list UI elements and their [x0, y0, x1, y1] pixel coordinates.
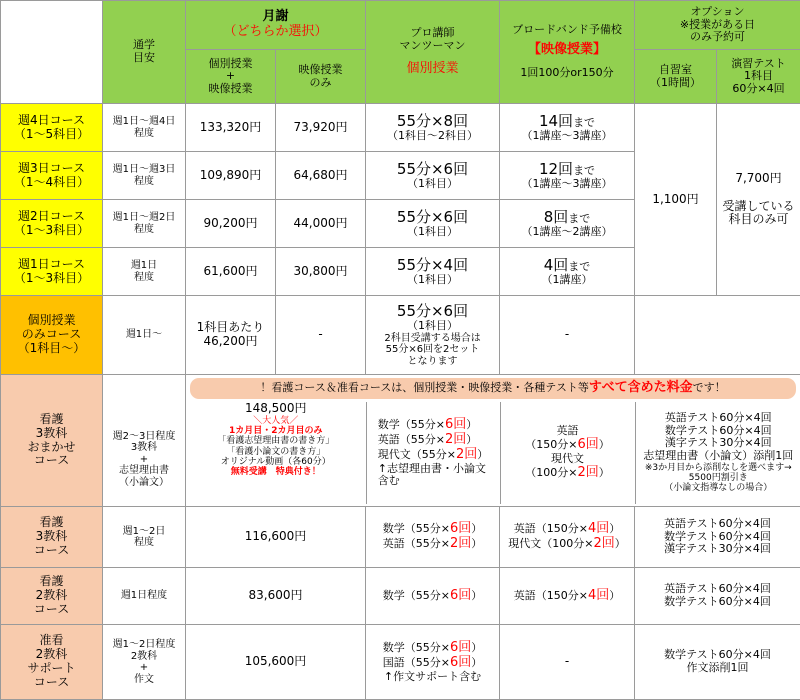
- bb-unit: まで: [568, 260, 590, 273]
- pro-cell: 数学（55分×6回） 英語（55分×2回） 現代文（55分×2回） ↑志望理由書・小論文 含む: [366, 402, 500, 504]
- table-row: [1, 568, 800, 625]
- pro-cell: [366, 200, 500, 248]
- broadband-cell: 英語（150分×4回）: [500, 568, 635, 625]
- header-tuition-title: 月謝: [187, 10, 364, 25]
- option-note-2: （小論文指導なしの場合）: [637, 483, 800, 493]
- course-name: 個別授業 のみコース （1科目～）: [1, 296, 103, 375]
- pro-sub: （1科目）: [367, 226, 498, 239]
- option-note: ※3か月目から添削なしを選べます→ 5500円割引き: [637, 463, 800, 484]
- price: 148,500円: [187, 402, 365, 416]
- table-row: [1, 375, 800, 507]
- commute-cell: 週1日～週3日 程度: [103, 152, 186, 200]
- commute-cell: 週1日程度: [103, 568, 186, 625]
- price-video: 64,680円: [276, 152, 366, 200]
- video-title-2: 「看護小論文の書き方」: [187, 447, 365, 457]
- option-ensyu-price: 7,700円: [718, 172, 799, 186]
- pro-cell: [366, 104, 500, 152]
- price: 83,600円: [186, 568, 366, 625]
- header-broadband: [500, 1, 635, 104]
- bb-unit: まで: [568, 212, 590, 225]
- kango3-omakase-content: [186, 375, 800, 507]
- header-pro-title: プロ講師 マンツーマン: [367, 27, 498, 52]
- broadband-cell: 英語 （150分×6回） 現代文 （100分×2回）: [500, 402, 635, 504]
- header-pro: [366, 1, 500, 104]
- commute-cell: 週1日 程度: [103, 248, 186, 296]
- course-name: 准看 2教科 サポート コース: [1, 625, 103, 700]
- price-both: 61,600円: [186, 248, 276, 296]
- pro-sub: （1科目）: [367, 178, 498, 191]
- header-commute: 通学 目安: [103, 1, 186, 104]
- header-col-video: 映像授業 のみ: [276, 50, 366, 104]
- price: 116,600円: [186, 507, 366, 568]
- commute-cell: 週1～2日 程度: [103, 507, 186, 568]
- course-name: 週2日コース （1～3科目）: [1, 200, 103, 248]
- header-tuition-sub: （どちらか選択）: [187, 25, 364, 40]
- option-cell: 英語テスト60分×4回 数学テスト60分×4回 漢字テスト30分×4回 志望理由書（小論文）添削1回 ※3か月目から添削なしを選べます→ 5500円割引き （小論文指導なしの場合）: [635, 402, 800, 504]
- pro-cell: 数学（55分×6回） 国語（55分×6回） ↑作文サポート含む: [366, 625, 500, 700]
- option-empty: [635, 296, 800, 375]
- price-both: 90,200円: [186, 200, 276, 248]
- broadband-cell: -: [500, 625, 635, 700]
- bb-main: 14回: [539, 112, 573, 130]
- video-title-1: 「看護志望理由書の書き方」: [187, 436, 365, 446]
- bb-main: 12回: [539, 160, 573, 178]
- pro-cell: [366, 248, 500, 296]
- popular-label: ＼大人気／: [187, 416, 365, 426]
- pro-main: 55分×8回: [367, 113, 498, 130]
- price-cell: [186, 402, 366, 504]
- pro-sub: （1科目）: [367, 274, 498, 287]
- option-cell: 数学テスト60分×4回 作文添削1回: [635, 625, 800, 700]
- pro-cell: [366, 152, 500, 200]
- header-tuition: [186, 1, 366, 50]
- bb-main: 8回: [544, 208, 569, 226]
- option-cell: 英語テスト60分×4回 数学テスト60分×4回 漢字テスト30分×4回: [635, 507, 800, 568]
- course-name: 看護 3教科 コース: [1, 507, 103, 568]
- course-name: 看護 3教科 おまかせ コース: [1, 375, 103, 507]
- table-row: [1, 625, 800, 700]
- header-broadband-sub: 【映像授業】: [501, 43, 633, 58]
- price-both: 109,890円: [186, 152, 276, 200]
- broadband-cell: [500, 248, 635, 296]
- option-cell: 英語テスト60分×4回 数学テスト60分×4回: [635, 568, 800, 625]
- bb-sub: （1講座）: [501, 274, 633, 287]
- broadband-cell: -: [500, 296, 635, 375]
- pro-cell: 数学（55分×6回） 英語（55分×2回）: [366, 507, 500, 568]
- price-video: 30,800円: [276, 248, 366, 296]
- commute-cell: 週1～2日程度 2教科 + 作文: [103, 625, 186, 700]
- pro-note: ↑志望理由書・小論文 含む: [378, 463, 489, 488]
- header-broadband-title: ブロードバンド予備校: [501, 24, 633, 37]
- header-broadband-unit: 1回100分or150分: [501, 67, 633, 80]
- header-col-both: 個別授業 + 映像授業: [186, 50, 276, 104]
- price-both: 133,320円: [186, 104, 276, 152]
- option-ensyu: [717, 104, 800, 296]
- pro-main: 55分×6回: [367, 303, 498, 320]
- table-row: [1, 296, 800, 375]
- pro-cell: 数学（55分×6回）: [366, 568, 500, 625]
- bb-main: 4回: [544, 256, 569, 274]
- broadband-cell: [500, 104, 635, 152]
- course-name: 週3日コース （1～4科目）: [1, 152, 103, 200]
- price-video: -: [276, 296, 366, 375]
- bb-sub: （1講座～3講座）: [501, 130, 633, 143]
- header-option: オプション ※授業がある日 のみ予約可: [635, 1, 800, 50]
- broadband-cell: [500, 152, 635, 200]
- pro-main: 55分×6回: [367, 209, 498, 226]
- bb-unit: まで: [573, 164, 595, 177]
- free-label: 無料受講 特典付き！: [187, 467, 365, 477]
- kango3-omakase-inner: [186, 402, 800, 504]
- option-ensyu-note: 受講している 科目のみ可: [718, 200, 799, 228]
- commute-cell: 週1日～: [103, 296, 186, 375]
- pro-main: 55分×6回: [367, 161, 498, 178]
- commute-cell: 週1日～週2日 程度: [103, 200, 186, 248]
- price-video: 44,000円: [276, 200, 366, 248]
- table-row: [1, 507, 800, 568]
- banner-emph: すべて含めた料金: [589, 380, 693, 395]
- broadband-cell: [500, 200, 635, 248]
- header-pro-sub: 個別授業: [367, 62, 498, 77]
- course-name: 週1日コース （1～3科目）: [1, 248, 103, 296]
- video-title-3: オリジナル動画（各60分）: [187, 457, 365, 467]
- pro-sub: （1科目）: [367, 320, 498, 333]
- pro-note: ↑作文サポート含む: [367, 671, 498, 684]
- pro-main: 55分×4回: [367, 257, 498, 274]
- table-row: [1, 104, 800, 152]
- header-jishu: 自習室 （1時間）: [635, 50, 717, 104]
- option-jishu-price: 1,100円: [635, 104, 717, 296]
- banner-prefix: ！看護コース＆准看コースは、個別授業・映像授業・各種テスト等: [260, 381, 588, 394]
- all-inclusive-banner: [190, 378, 796, 399]
- pro-cell: [366, 296, 500, 375]
- header-corner: [1, 1, 103, 104]
- campaign-label: 1カ月目・2カ月目のみ: [187, 426, 365, 436]
- bb-unit: まで: [573, 116, 595, 129]
- commute-cell: 週2～3日程度 3教科 + 志望理由書 （小論文）: [103, 375, 186, 507]
- commute-cell: 週1日～週4日 程度: [103, 104, 186, 152]
- bb-sub: （1講座～3講座）: [501, 178, 633, 191]
- price-both: 1科目あたり 46,200円: [186, 296, 276, 375]
- pro-sub: （1科目～2科目）: [367, 130, 498, 143]
- course-name: 週4日コース （1～5科目）: [1, 104, 103, 152]
- banner-suffix: です！: [693, 381, 726, 394]
- price: 105,600円: [186, 625, 366, 700]
- bb-sub: （1講座～2講座）: [501, 226, 633, 239]
- course-name: 看護 2教科 コース: [1, 568, 103, 625]
- broadband-cell: 英語（150分×4回） 現代文（100分×2回）: [500, 507, 635, 568]
- pro-note: 2科目受講する場合は 55分×6回を2セット となります: [367, 333, 498, 368]
- price-video: 73,920円: [276, 104, 366, 152]
- header-ensyu: 演習テスト 1科目 60分×4回: [717, 50, 800, 104]
